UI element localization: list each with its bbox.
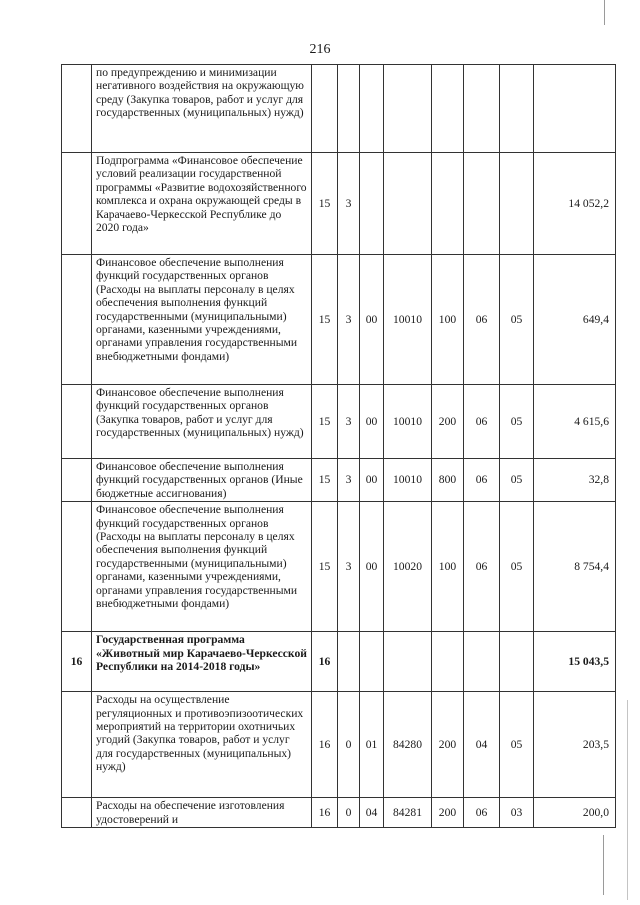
cell-c2: 3 (338, 502, 360, 632)
cell-num (62, 255, 92, 385)
table-body (62, 65, 616, 828)
table-row (62, 632, 616, 692)
cell-c5: 100 (432, 255, 464, 385)
cell-c2: 3 (338, 153, 360, 255)
cell-name: Финансовое обеспечение выполнения функций государственных органов (Расходы на выплаты персоналу в целях обеспечения выполнения функций государственными (муниципальными) органами, казенными учреждениями, органами управления государственными внебюджетными фондами) (92, 502, 312, 632)
cell-name: Финансовое обеспечение выполнения функций государственных органов (Расходы на выплаты персоналу в целях обеспечения выполнения функций государственными (муниципальными) органами, казенными учреждениями, органами управления государственными внебюджетными фондами) (92, 255, 312, 385)
cell-c3: 01 (360, 692, 384, 798)
cell-c5: 800 (432, 459, 464, 502)
cell-name: Финансовое обеспечение выполнения функций государственных органов (Закупка товаров, работ и услуг для государственных (муниципальных) нужд) (92, 385, 312, 459)
cell-amount: 8 754,4 (534, 502, 616, 632)
cell-c3: 00 (360, 502, 384, 632)
table-row (62, 692, 616, 798)
cell-name: Подпрограмма «Финансовое обеспечение условий реализации государственной программы «Развитие водохозяйственного комплекса и охрана окружающей среды в Карачаево-Черкесской Республике до 2020 года» (92, 153, 312, 255)
page-number: 216 (309, 42, 331, 57)
cell-c4 (384, 153, 432, 255)
table-row (62, 385, 616, 459)
cell-c2 (338, 65, 360, 153)
cell-c5 (432, 632, 464, 692)
cell-c4 (384, 65, 432, 153)
cell-num (62, 65, 92, 153)
cell-amount: 15 043,5 (534, 632, 616, 692)
cell-c7 (500, 65, 534, 153)
cell-amount: 4 615,6 (534, 385, 616, 459)
cell-c3 (360, 65, 384, 153)
cell-c4: 10010 (384, 255, 432, 385)
cell-c6: 06 (464, 502, 500, 632)
scan-artifact-line (604, 0, 605, 25)
cell-amount: 649,4 (534, 255, 616, 385)
cell-amount: 14 052,2 (534, 153, 616, 255)
cell-c6 (464, 65, 500, 153)
cell-c6: 06 (464, 385, 500, 459)
cell-c5 (432, 65, 464, 153)
cell-c4: 84281 (384, 798, 432, 828)
cell-c6: 06 (464, 459, 500, 502)
cell-name: Расходы на осуществление регуляционных и противоэпизоотических мероприятий на территории охотничьих угодий (Закупка товаров, работ и услуг для государственных (муниципальных) нужд) (92, 692, 312, 798)
cell-c1: 15 (312, 255, 338, 385)
cell-c5: 100 (432, 502, 464, 632)
cell-c4: 10020 (384, 502, 432, 632)
cell-c5 (432, 153, 464, 255)
cell-c7: 05 (500, 255, 534, 385)
cell-c7: 05 (500, 502, 534, 632)
cell-c4: 10010 (384, 459, 432, 502)
cell-c6: 06 (464, 255, 500, 385)
cell-name: Финансовое обеспечение выполнения функций государственных органов (Иные бюджетные ассигнования) (92, 459, 312, 502)
cell-c1: 16 (312, 798, 338, 828)
cell-c1: 15 (312, 502, 338, 632)
cell-c1: 15 (312, 385, 338, 459)
cell-amount: 203,5 (534, 692, 616, 798)
table-row (62, 255, 616, 385)
cell-c2: 0 (338, 692, 360, 798)
cell-c2: 3 (338, 255, 360, 385)
cell-c5: 200 (432, 798, 464, 828)
cell-name: по предупреждению и минимизации негативного воздействия на окружающую среду (Закупка товаров, работ и услуг для государственных (муниципальных) нужд) (92, 65, 312, 153)
table-row (62, 502, 616, 632)
table-row (62, 459, 616, 502)
cell-c3: 00 (360, 459, 384, 502)
cell-c1: 16 (312, 692, 338, 798)
cell-c1 (312, 65, 338, 153)
cell-c4 (384, 632, 432, 692)
cell-c7 (500, 153, 534, 255)
cell-name: Расходы на обеспечение изготовления удостоверений и (92, 798, 312, 828)
cell-amount: 32,8 (534, 459, 616, 502)
cell-num (62, 692, 92, 798)
cell-c6 (464, 153, 500, 255)
cell-c7: 05 (500, 459, 534, 502)
budget-table (61, 64, 616, 828)
cell-c6: 06 (464, 798, 500, 828)
table-row (62, 65, 616, 153)
cell-num (62, 502, 92, 632)
cell-c3: 00 (360, 255, 384, 385)
cell-num (62, 459, 92, 502)
cell-amount (534, 65, 616, 153)
cell-c2 (338, 632, 360, 692)
cell-c7: 05 (500, 385, 534, 459)
cell-num (62, 385, 92, 459)
table-row (62, 153, 616, 255)
scan-artifact-line (627, 700, 628, 900)
cell-c3: 04 (360, 798, 384, 828)
cell-c5: 200 (432, 692, 464, 798)
cell-c3 (360, 632, 384, 692)
table-row (62, 798, 616, 828)
cell-c4: 84280 (384, 692, 432, 798)
cell-c4: 10010 (384, 385, 432, 459)
cell-c6 (464, 632, 500, 692)
cell-amount: 200,0 (534, 798, 616, 828)
cell-c7 (500, 632, 534, 692)
cell-c3 (360, 153, 384, 255)
scan-artifact-line (603, 835, 604, 895)
cell-c5: 200 (432, 385, 464, 459)
cell-c2: 3 (338, 459, 360, 502)
cell-c1: 15 (312, 459, 338, 502)
cell-num (62, 153, 92, 255)
cell-c1: 16 (312, 632, 338, 692)
cell-c2: 3 (338, 385, 360, 459)
cell-c7: 05 (500, 692, 534, 798)
cell-c3: 00 (360, 385, 384, 459)
cell-c7: 03 (500, 798, 534, 828)
cell-c6: 04 (464, 692, 500, 798)
cell-name: Государственная программа «Животный мир Карачаево-Черкесской Республики на 2014-2018 годы» (92, 632, 312, 692)
cell-c2: 0 (338, 798, 360, 828)
cell-c1: 15 (312, 153, 338, 255)
cell-num: 16 (62, 632, 92, 692)
cell-num (62, 798, 92, 828)
